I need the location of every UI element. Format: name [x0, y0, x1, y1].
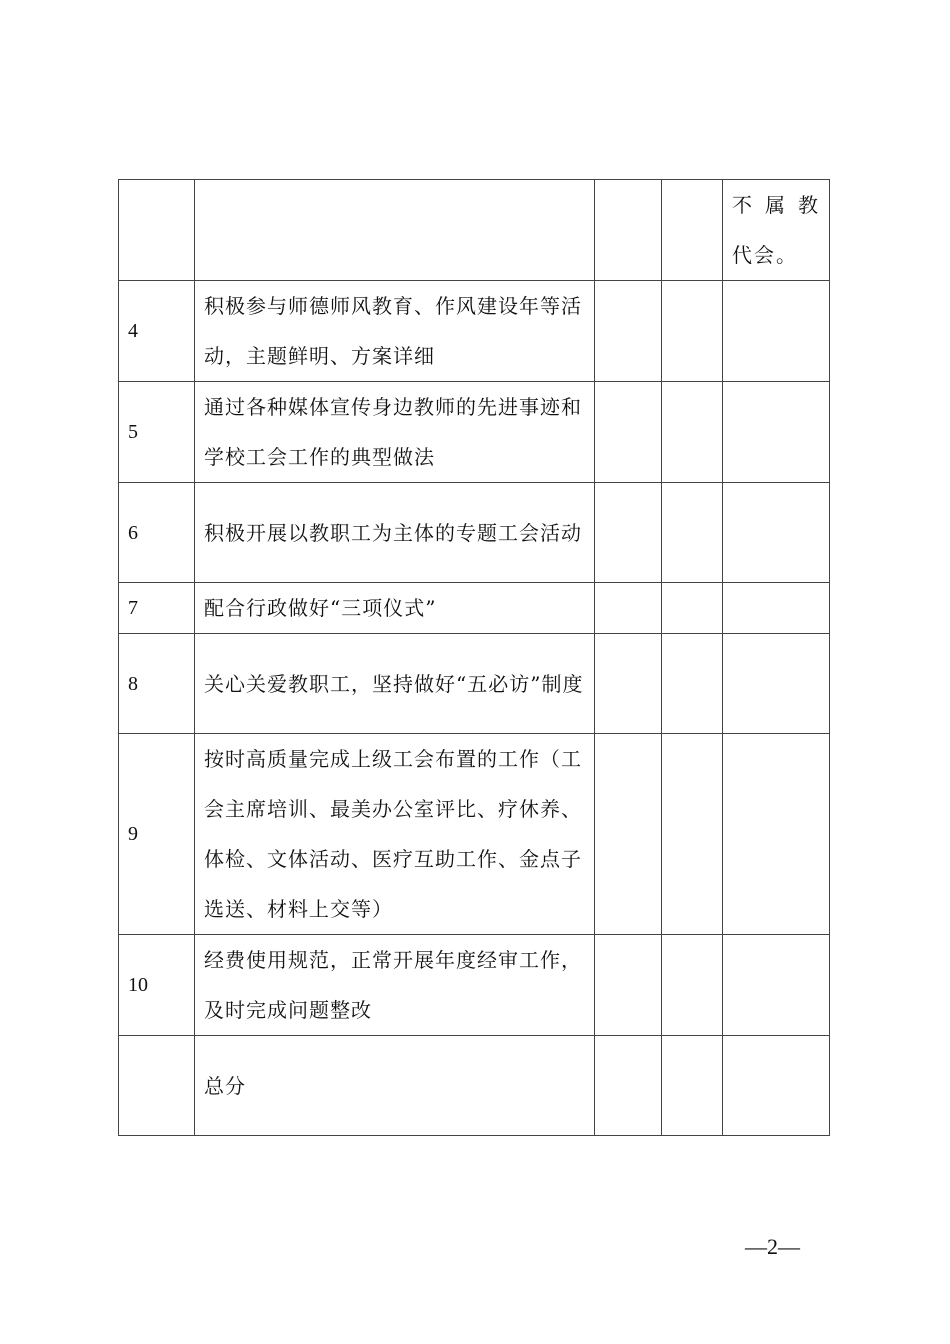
- row-number: 6: [119, 483, 195, 583]
- table-row: [119, 935, 830, 1036]
- table-row: [119, 180, 830, 281]
- table-row: [119, 734, 830, 935]
- table-row: [119, 382, 830, 483]
- row-note: [723, 583, 830, 634]
- score-cell: [595, 1036, 662, 1136]
- score-cell: [595, 382, 662, 483]
- row-note: [723, 935, 830, 1036]
- score-cell: [595, 583, 662, 634]
- score-cell: [595, 734, 662, 935]
- row-note: [723, 483, 830, 583]
- score-cell: [662, 1036, 723, 1136]
- row-note: [723, 382, 830, 483]
- row-number: 5: [119, 382, 195, 483]
- page-number: —2—: [745, 1234, 800, 1259]
- score-cell: [662, 634, 723, 734]
- row-content: 经费使用规范，正常开展年度经审工作，及时完成问题整改: [195, 935, 595, 1036]
- row-note: [723, 281, 830, 382]
- row-note: [723, 1036, 830, 1136]
- score-table: [118, 179, 830, 1136]
- score-cell: [662, 935, 723, 1036]
- row-content: 积极参与师德师风教育、作风建设年等活动，主题鲜明、方案详细: [195, 281, 595, 382]
- row-content: [195, 180, 595, 281]
- row-number: [119, 180, 195, 281]
- row-note: [723, 634, 830, 734]
- score-cell: [662, 583, 723, 634]
- score-cell: [662, 734, 723, 935]
- table-row: [119, 583, 830, 634]
- row-number: 7: [119, 583, 195, 634]
- note-line: 不 属 教: [732, 193, 820, 217]
- row-number: 9: [119, 734, 195, 935]
- score-cell: [662, 382, 723, 483]
- score-cell: [595, 634, 662, 734]
- row-number: 4: [119, 281, 195, 382]
- score-cell: [595, 483, 662, 583]
- row-content: 配合行政做好“三项仪式”: [195, 583, 595, 634]
- row-number: 8: [119, 634, 195, 734]
- score-cell: [662, 483, 723, 583]
- row-content: 关心关爱教职工，坚持做好“五必访”制度: [195, 634, 595, 734]
- table-row: [119, 281, 830, 382]
- score-cell: [662, 180, 723, 281]
- row-number: [119, 1036, 195, 1136]
- table-row: [119, 483, 830, 583]
- score-cell: [595, 935, 662, 1036]
- row-content: 积极开展以教职工为主体的专题工会活动: [195, 483, 595, 583]
- row-number: 10: [119, 935, 195, 1036]
- score-cell: [595, 281, 662, 382]
- score-cell: [595, 180, 662, 281]
- score-cell: [662, 281, 723, 382]
- row-note: [723, 734, 830, 935]
- note-line: 代会。: [732, 243, 798, 267]
- row-note: [723, 180, 830, 281]
- row-content: 通过各种媒体宣传身边教师的先进事迹和学校工会工作的典型做法: [195, 382, 595, 483]
- table-row: [119, 634, 830, 734]
- row-content: 总分: [195, 1036, 595, 1136]
- table-row: [119, 1036, 830, 1136]
- row-content: 按时高质量完成上级工会布置的工作（工会主席培训、最美办公室评比、疗休养、体检、文体活动、医疗互助工作、金点子选送、材料上交等）: [195, 734, 595, 935]
